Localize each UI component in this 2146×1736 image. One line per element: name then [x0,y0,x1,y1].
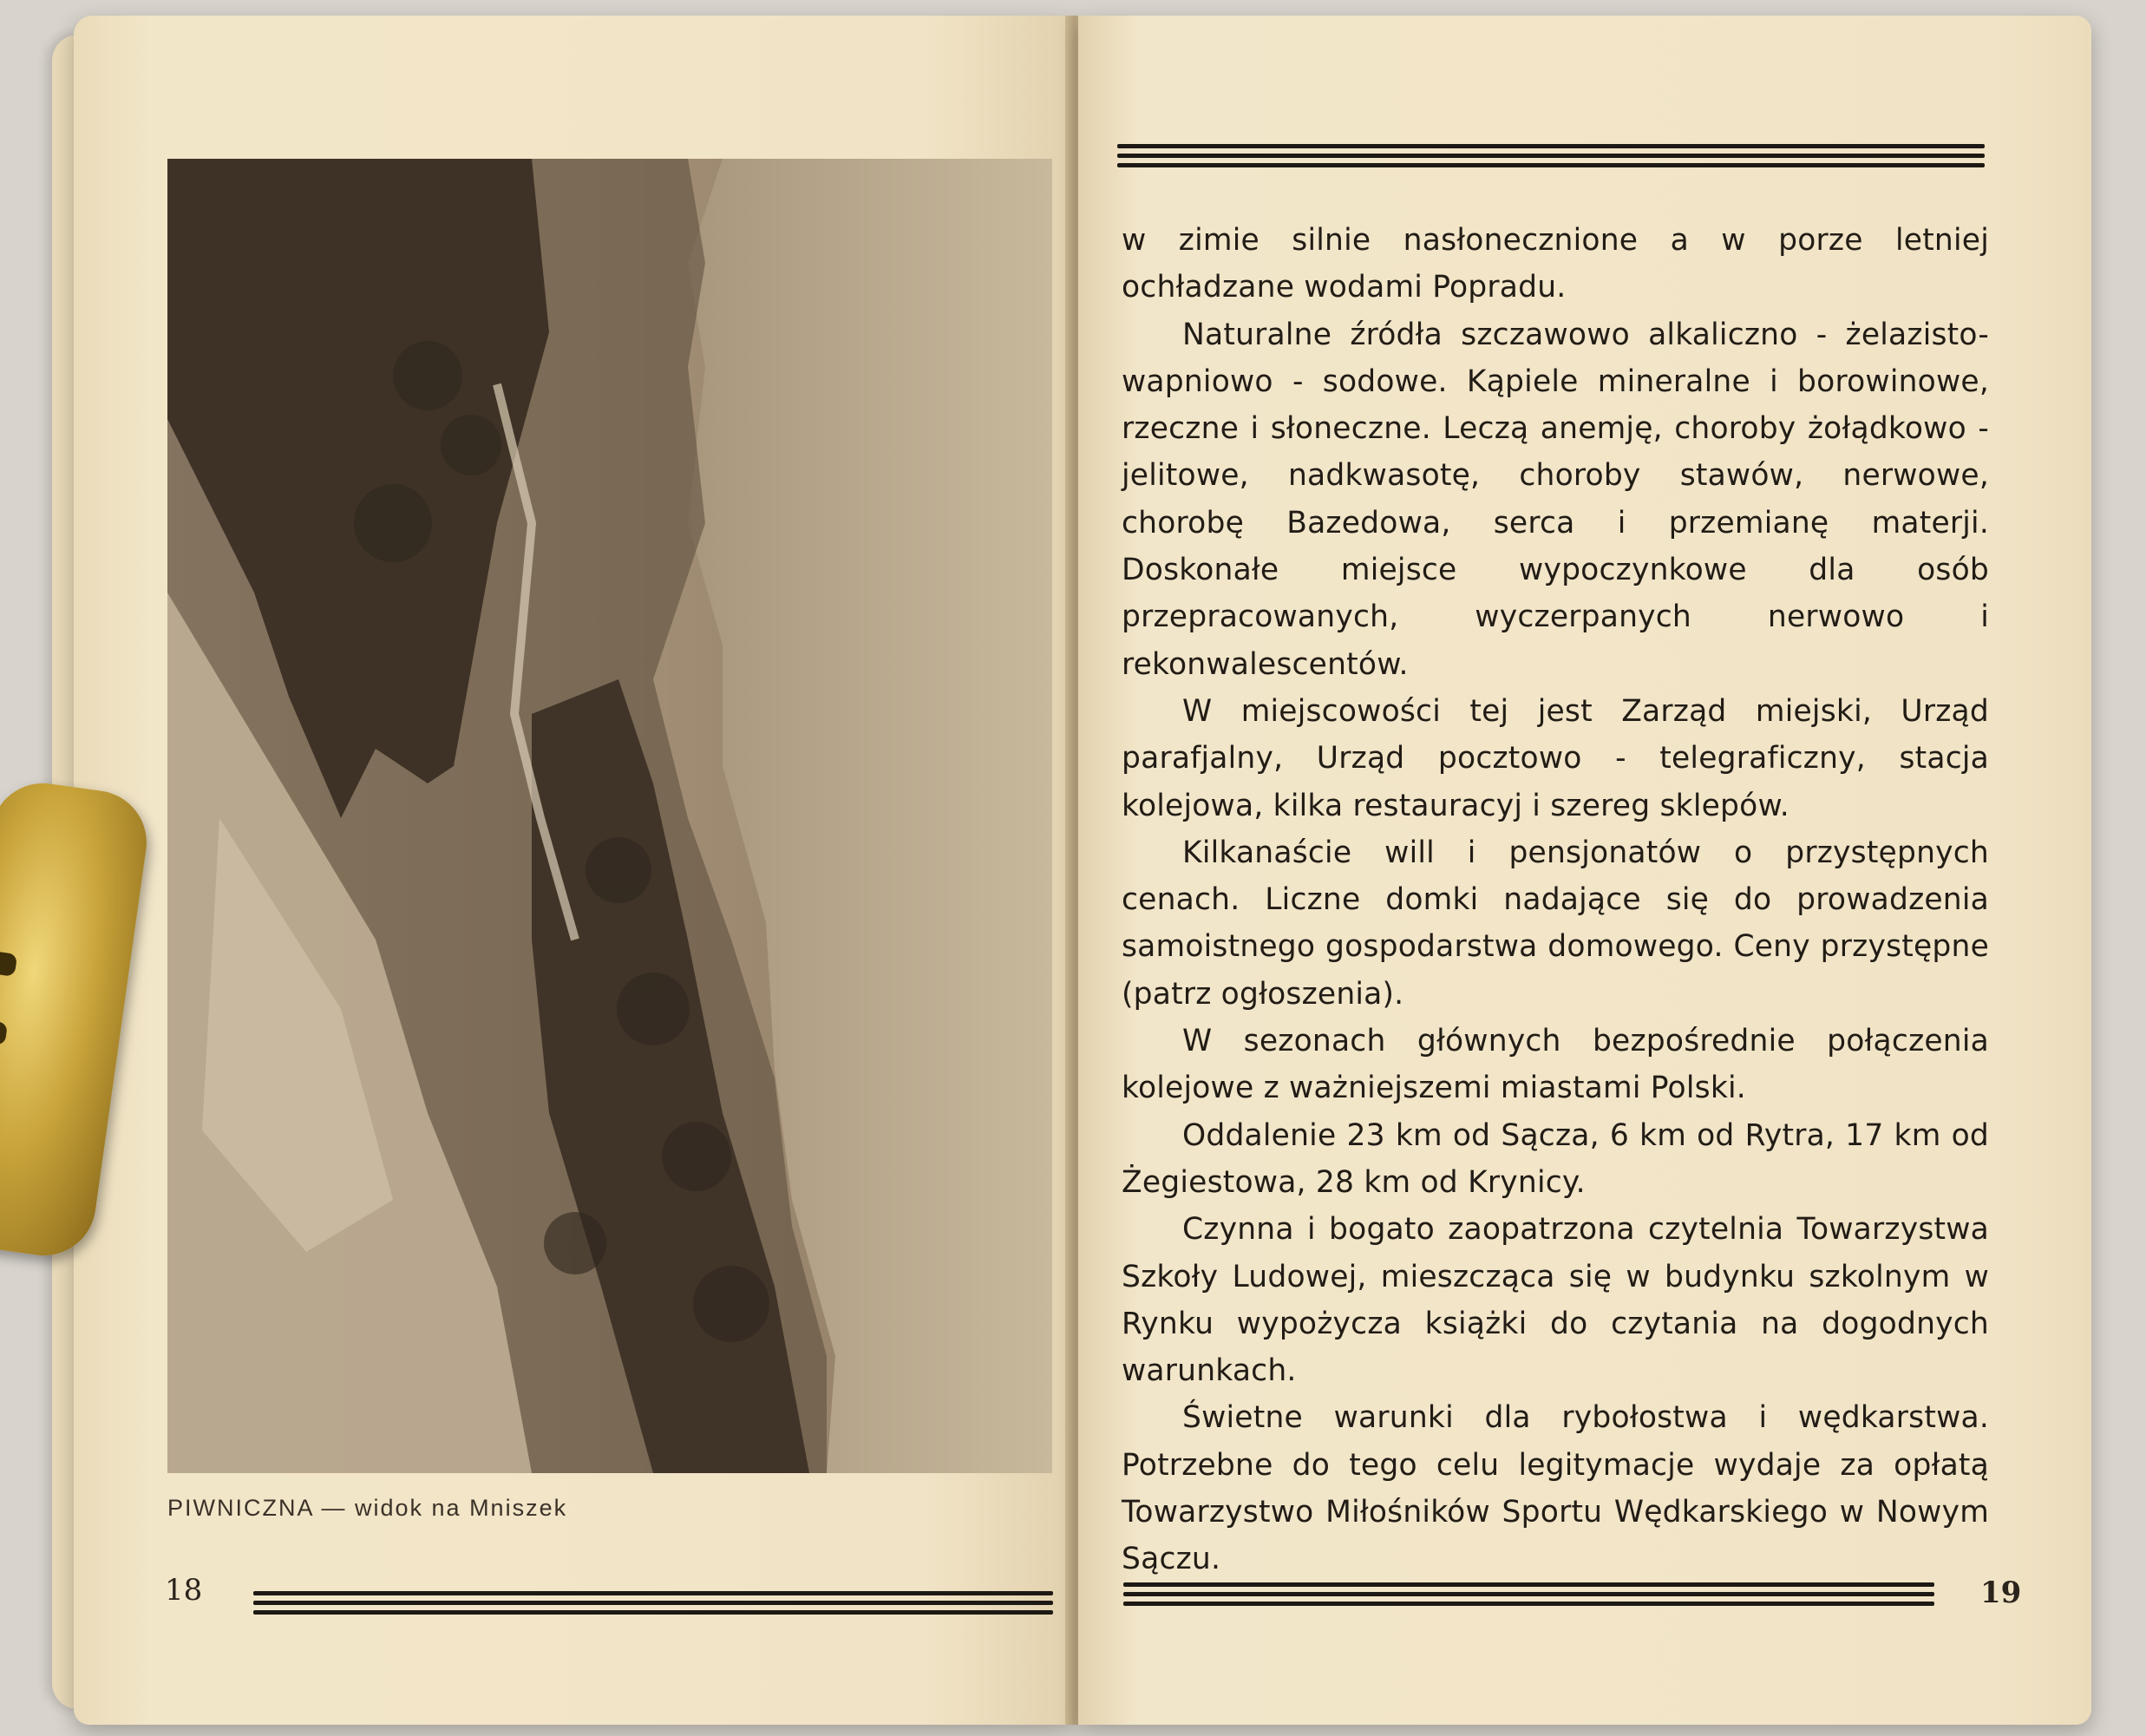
mountain-photo [167,159,1052,1473]
clip-slot [0,1019,8,1045]
body-text [1122,217,1989,1583]
right-top-rule [1117,144,1985,179]
paragraph: w zimie silnie nasłonecznione a w porze letniej ochładzane wodami Popradu. [1122,223,1989,305]
paragraph: Kilkanaście will i pensjonatów o przystępnych cenach. Liczne domki nadające się do prowadzenia samoistnego gospodarstwa domowego. Ceny przystępne (patrz ogłoszenia). [1122,835,1989,1012]
paragraph: Czynna i bogato zaopatrzona czytelnia Towarzystwa Szkoły Ludowej, mieszcząca się w budynku szkolnym w Rynku wypożycza książki do czytania na dogodnych warunkach. [1122,1212,1989,1389]
paragraph: Oddalenie 23 km od Sącza, 6 km od Rytra, 17 km od Żegiestowa, 28 km od Krynicy. [1122,1117,1989,1200]
page-number-right: 19 [1980,1576,2022,1610]
photo-caption: PIWNICZNA — widok na Mniszek [167,1495,568,1521]
right-page [1078,16,2091,1725]
paragraph: Świetne warunki dla rybołostwa i wędkarstwa. Potrzebne do tego celu legitymacje wydaje za opłatą Towarzystwo Miłośników Sportu Wędkarskiego w Nowym Sączu. [1122,1400,1989,1577]
clip-slot [0,950,17,977]
paragraph: Naturalne źródła szczawowo alkaliczno - żelazisto-wapniowo - sodowe. Kąpiele mineralne i borowinowe, rzeczne i słoneczne. Leczą anemję, choroby żołądkowo - jelitowe, nadkwasotę, choroby stawów, nerwowe, chorobę Bazedowa, serca i przemianę materji. Doskonałe miejsce wypoczynkowe dla osób przepracowanych, wyczerpanych nerwowo i rekonwalescentów. [1122,317,1989,682]
paragraph: W sezonach głównych bezpośrednie połączenia kolejowe z ważniejszemi miastami Polski. [1122,1024,1989,1106]
right-bottom-rule [1123,1582,1934,1617]
page-number-left: 18 [165,1573,203,1608]
left-bottom-rule [253,1591,1053,1626]
left-page [74,16,1071,1725]
paragraph: W miejscowości tej jest Zarząd miejski, Urząd parafjalny, Urząd pocztowo - telegraficzny, stacja kolejowa, kilka restauracyj i szereg sklepów. [1122,693,1989,823]
